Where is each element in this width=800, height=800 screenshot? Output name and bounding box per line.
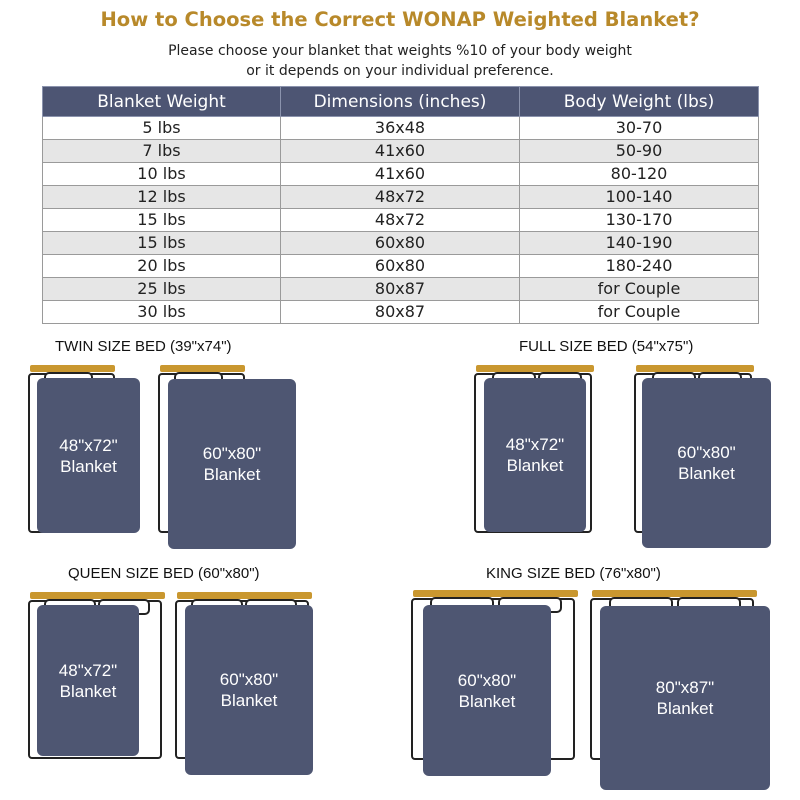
subtitle-line-1: Please choose your blanket that weights %10 of your body weight xyxy=(168,43,632,59)
header-blanket-weight: Blanket Weight xyxy=(43,87,281,117)
cell-dimensions: 41x60 xyxy=(281,140,520,163)
blanket-60x80 xyxy=(423,605,551,776)
headboard-icon xyxy=(177,592,312,599)
cell-dimensions: 48x72 xyxy=(281,209,520,232)
table-row xyxy=(43,186,759,209)
cell-blanket-weight: 12 lbs xyxy=(43,186,281,209)
cell-body-weight: for Couple xyxy=(520,301,759,324)
table-row xyxy=(43,209,759,232)
cell-body-weight: 80-120 xyxy=(520,163,759,186)
cell-body-weight: 180-240 xyxy=(520,255,759,278)
table-row xyxy=(43,232,759,255)
cell-body-weight: 140-190 xyxy=(520,232,759,255)
blanket-size-label: 60"x80" xyxy=(202,444,262,463)
cell-blanket-weight: 5 lbs xyxy=(43,117,281,140)
subtitle-line-2: or it depends on your individual preference. xyxy=(246,63,554,79)
cell-body-weight: 30-70 xyxy=(520,117,759,140)
blanket-word-label: Blanket xyxy=(458,691,516,711)
blanket-80x87 xyxy=(600,606,770,790)
cell-blanket-weight: 30 lbs xyxy=(43,301,281,324)
headboard-icon xyxy=(30,365,115,372)
table-row xyxy=(43,278,759,301)
headboard-icon xyxy=(413,590,578,597)
twin-bed-title: TWIN SIZE BED (39"x74") xyxy=(55,338,232,355)
table-header-row xyxy=(43,87,759,117)
table-row xyxy=(43,301,759,324)
cell-blanket-weight: 15 lbs xyxy=(43,209,281,232)
cell-body-weight: 130-170 xyxy=(520,209,759,232)
cell-dimensions: 80x87 xyxy=(281,278,520,301)
cell-blanket-weight: 20 lbs xyxy=(43,255,281,278)
table-row xyxy=(43,140,759,163)
header-dimensions: Dimensions (inches) xyxy=(281,87,520,117)
blanket-word-label: Blanket xyxy=(203,465,261,484)
blanket-size-label: 60"x80" xyxy=(677,443,736,462)
blanket-size-label: 48"x72" xyxy=(505,435,565,454)
table-row xyxy=(43,163,759,186)
blanket-size-label: 80"x87" xyxy=(655,678,715,697)
cell-dimensions: 60x80 xyxy=(281,232,520,255)
cell-dimensions: 36x48 xyxy=(281,117,520,140)
header-body-weight: Body Weight (lbs) xyxy=(520,87,759,117)
blanket-word-label: Blanket xyxy=(220,691,278,710)
cell-blanket-weight: 10 lbs xyxy=(43,163,281,186)
blanket-word-label: Blanket xyxy=(60,456,117,476)
blanket-word-label: Blanket xyxy=(678,464,735,483)
cell-body-weight: 50-90 xyxy=(520,140,759,163)
blanket-48x72 xyxy=(484,378,586,532)
headboard-icon xyxy=(160,365,245,372)
headboard-icon xyxy=(636,365,754,372)
king-bed-title: KING SIZE BED (76"x80") xyxy=(486,565,661,582)
cell-blanket-weight: 25 lbs xyxy=(43,278,281,301)
page-title: How to Choose the Correct WONAP Weighted Blanket? xyxy=(100,8,700,31)
table-row xyxy=(43,117,759,140)
cell-dimensions: 60x80 xyxy=(281,255,520,278)
cell-blanket-weight: 7 lbs xyxy=(43,140,281,163)
blanket-60x80 xyxy=(185,605,313,775)
blanket-size-label: 48"x72" xyxy=(59,435,118,455)
blanket-60x80 xyxy=(168,379,296,549)
blanket-48x72 xyxy=(37,378,140,533)
full-bed-title: FULL SIZE BED (54"x75") xyxy=(519,338,694,355)
blanket-size-label: 60"x80" xyxy=(219,670,279,689)
table-row xyxy=(43,255,759,278)
headboard-icon xyxy=(30,592,165,599)
blanket-word-label: Blanket xyxy=(656,699,714,718)
blanket-60x80 xyxy=(642,378,771,548)
cell-body-weight: for Couple xyxy=(520,278,759,301)
headboard-icon xyxy=(592,590,757,597)
blanket-word-label: Blanket xyxy=(59,681,117,701)
size-chart-table xyxy=(42,86,759,324)
cell-dimensions: 41x60 xyxy=(281,163,520,186)
cell-dimensions: 48x72 xyxy=(281,186,520,209)
queen-bed-title: QUEEN SIZE BED (60"x80") xyxy=(68,565,260,582)
cell-body-weight: 100-140 xyxy=(520,186,759,209)
blanket-size-label: 60"x80" xyxy=(457,670,517,690)
blanket-48x72 xyxy=(37,605,139,756)
cell-blanket-weight: 15 lbs xyxy=(43,232,281,255)
headboard-icon xyxy=(476,365,594,372)
blanket-size-label: 48"x72" xyxy=(58,660,118,680)
cell-dimensions: 80x87 xyxy=(281,301,520,324)
blanket-word-label: Blanket xyxy=(506,456,564,475)
